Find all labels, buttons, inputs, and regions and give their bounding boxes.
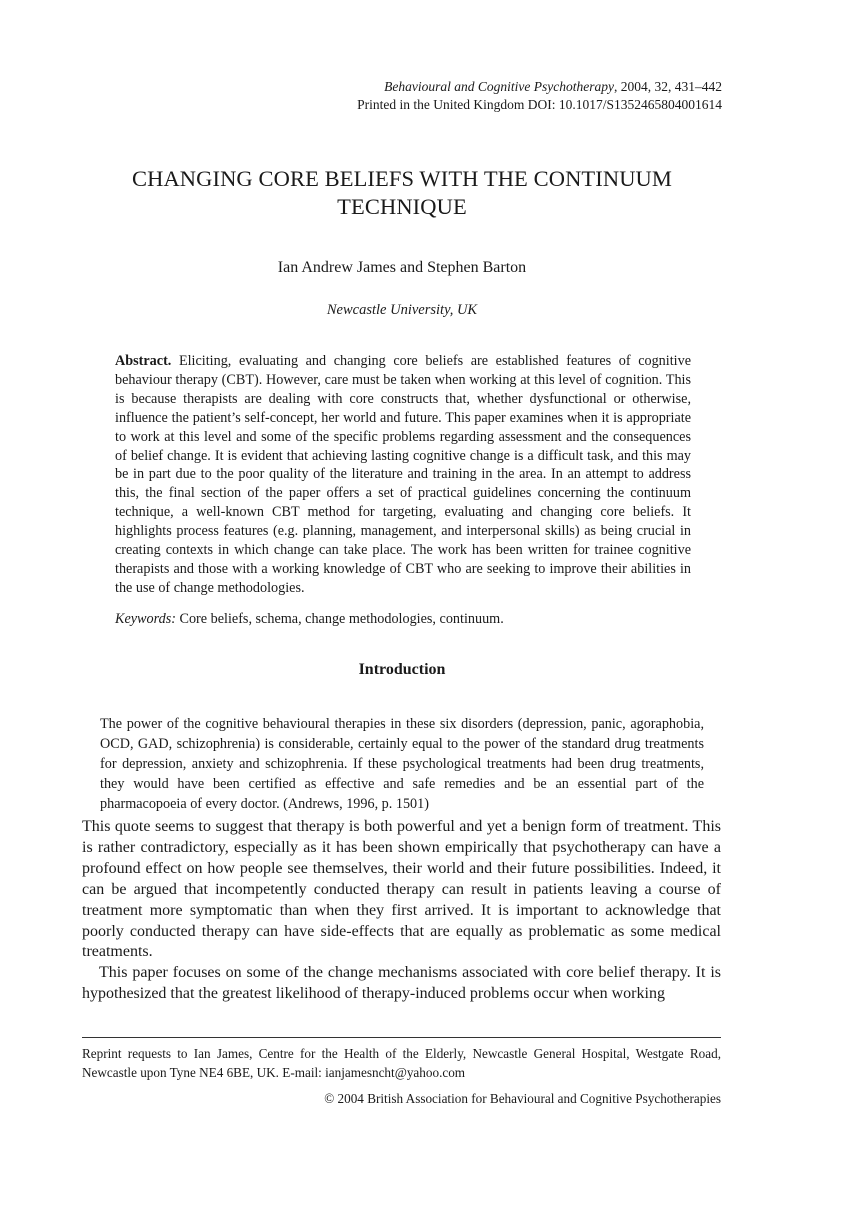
abstract-label: Abstract.: [115, 353, 172, 369]
copyright-notice: © 2004 British Association for Behavioural and Cognitive Psychotherapies: [324, 1091, 721, 1106]
section-heading-introduction: Introduction: [358, 661, 446, 678]
keywords-label: Keywords:: [115, 611, 176, 627]
running-header: [357, 78, 722, 114]
reprint-footnote: Reprint requests to Ian James, Centre for the Health of the Elderly, Newcastle General Hospital, Westgate Road, Newcastle upon Tyne NE4 6BE, UK. E-mail: ianjamesncht@yahoo.com: [82, 1046, 721, 1080]
abstract-text: Eliciting, evaluating and changing core beliefs are established features of cognitive behaviour therapy (CBT). However, care must be taken when working at this level of cognition. This is because therapists are dealing with core constructs that, whether dysfunctional or otherwise, influence the patient’s self-concept, her world and future. This paper examines when it is appropriate to work at this level and some of the specific problems regarding assessment and the consequences of belief change. It is evident that achieving lasting cognitive change is a difficult task, and this may be in part due to the poor quality of the literature and training in the area. In an attempt to address this, the final section of the paper offers a set of practical guidelines concerning the continuum technique, a well-known CBT method for targeting, evaluating and changing core beliefs. It highlights process features (e.g. planning, management, and interpersonal skills) as being crucial in creating contexts in which change can take place. The work has been written for trainee cognitive therapists and those with a working knowledge of CBT who are seeking to improve their abilities in the use of change methodologies.: [115, 353, 691, 596]
journal-citation: [357, 78, 722, 96]
footnote-divider: [82, 1037, 721, 1038]
abstract: [115, 352, 691, 598]
block-quote: The power of the cognitive behavioural therapies in these six disorders (depression, panic, agoraphobia, OCD, GAD, schizophrenia) is considerable, certainly equal to the power of the standard drug treatments for depression, anxiety and schizophrenia. If these psychological treatments had been drug treatments, they would have been certified as effective and safe remedies and be an essential part of the pharmacopoeia of every doctor. (Andrews, 1996, p. 1501): [100, 716, 704, 812]
body-paragraph: This quote seems to suggest that therapy is both powerful and yet a benign form of treatment. This is rather contradictory, especially as it has been shown empirically that psychotherapy can have a profound effect on how people see themselves, their world and their future possibilities. Indeed, it can be argued that incompetently conducted therapy can result in patients leaving a course of treatment more symptomatic than when they first arrived. It is important to acknowledge that poorly conducted therapy can have side-effects that are equally as problematic as some medical treatments.: [82, 818, 721, 961]
body-paragraph: This paper focuses on some of the change mechanisms associated with core belief therapy. It is hypothesized that the greatest likelihood of therapy-induced problems occur when working: [82, 964, 721, 1003]
keywords: [115, 610, 691, 629]
print-doi-line: Printed in the United Kingdom DOI: 10.1017/S1352465804001614: [357, 97, 722, 112]
article-authors: Ian Andrew James and Stephen Barton: [277, 259, 527, 276]
journal-name: Behavioural and Cognitive Psychotherapy: [384, 79, 614, 94]
author-affiliation: Newcastle University, UK: [326, 302, 478, 318]
journal-volume-pages: , 2004, 32, 431–442: [614, 79, 722, 94]
article-title: CHANGING CORE BELIEFS WITH THE CONTINUUM TECHNIQUE: [131, 166, 673, 219]
body-text: [82, 817, 721, 1005]
keywords-text: Core beliefs, schema, change methodologies, continuum.: [175, 611, 504, 627]
